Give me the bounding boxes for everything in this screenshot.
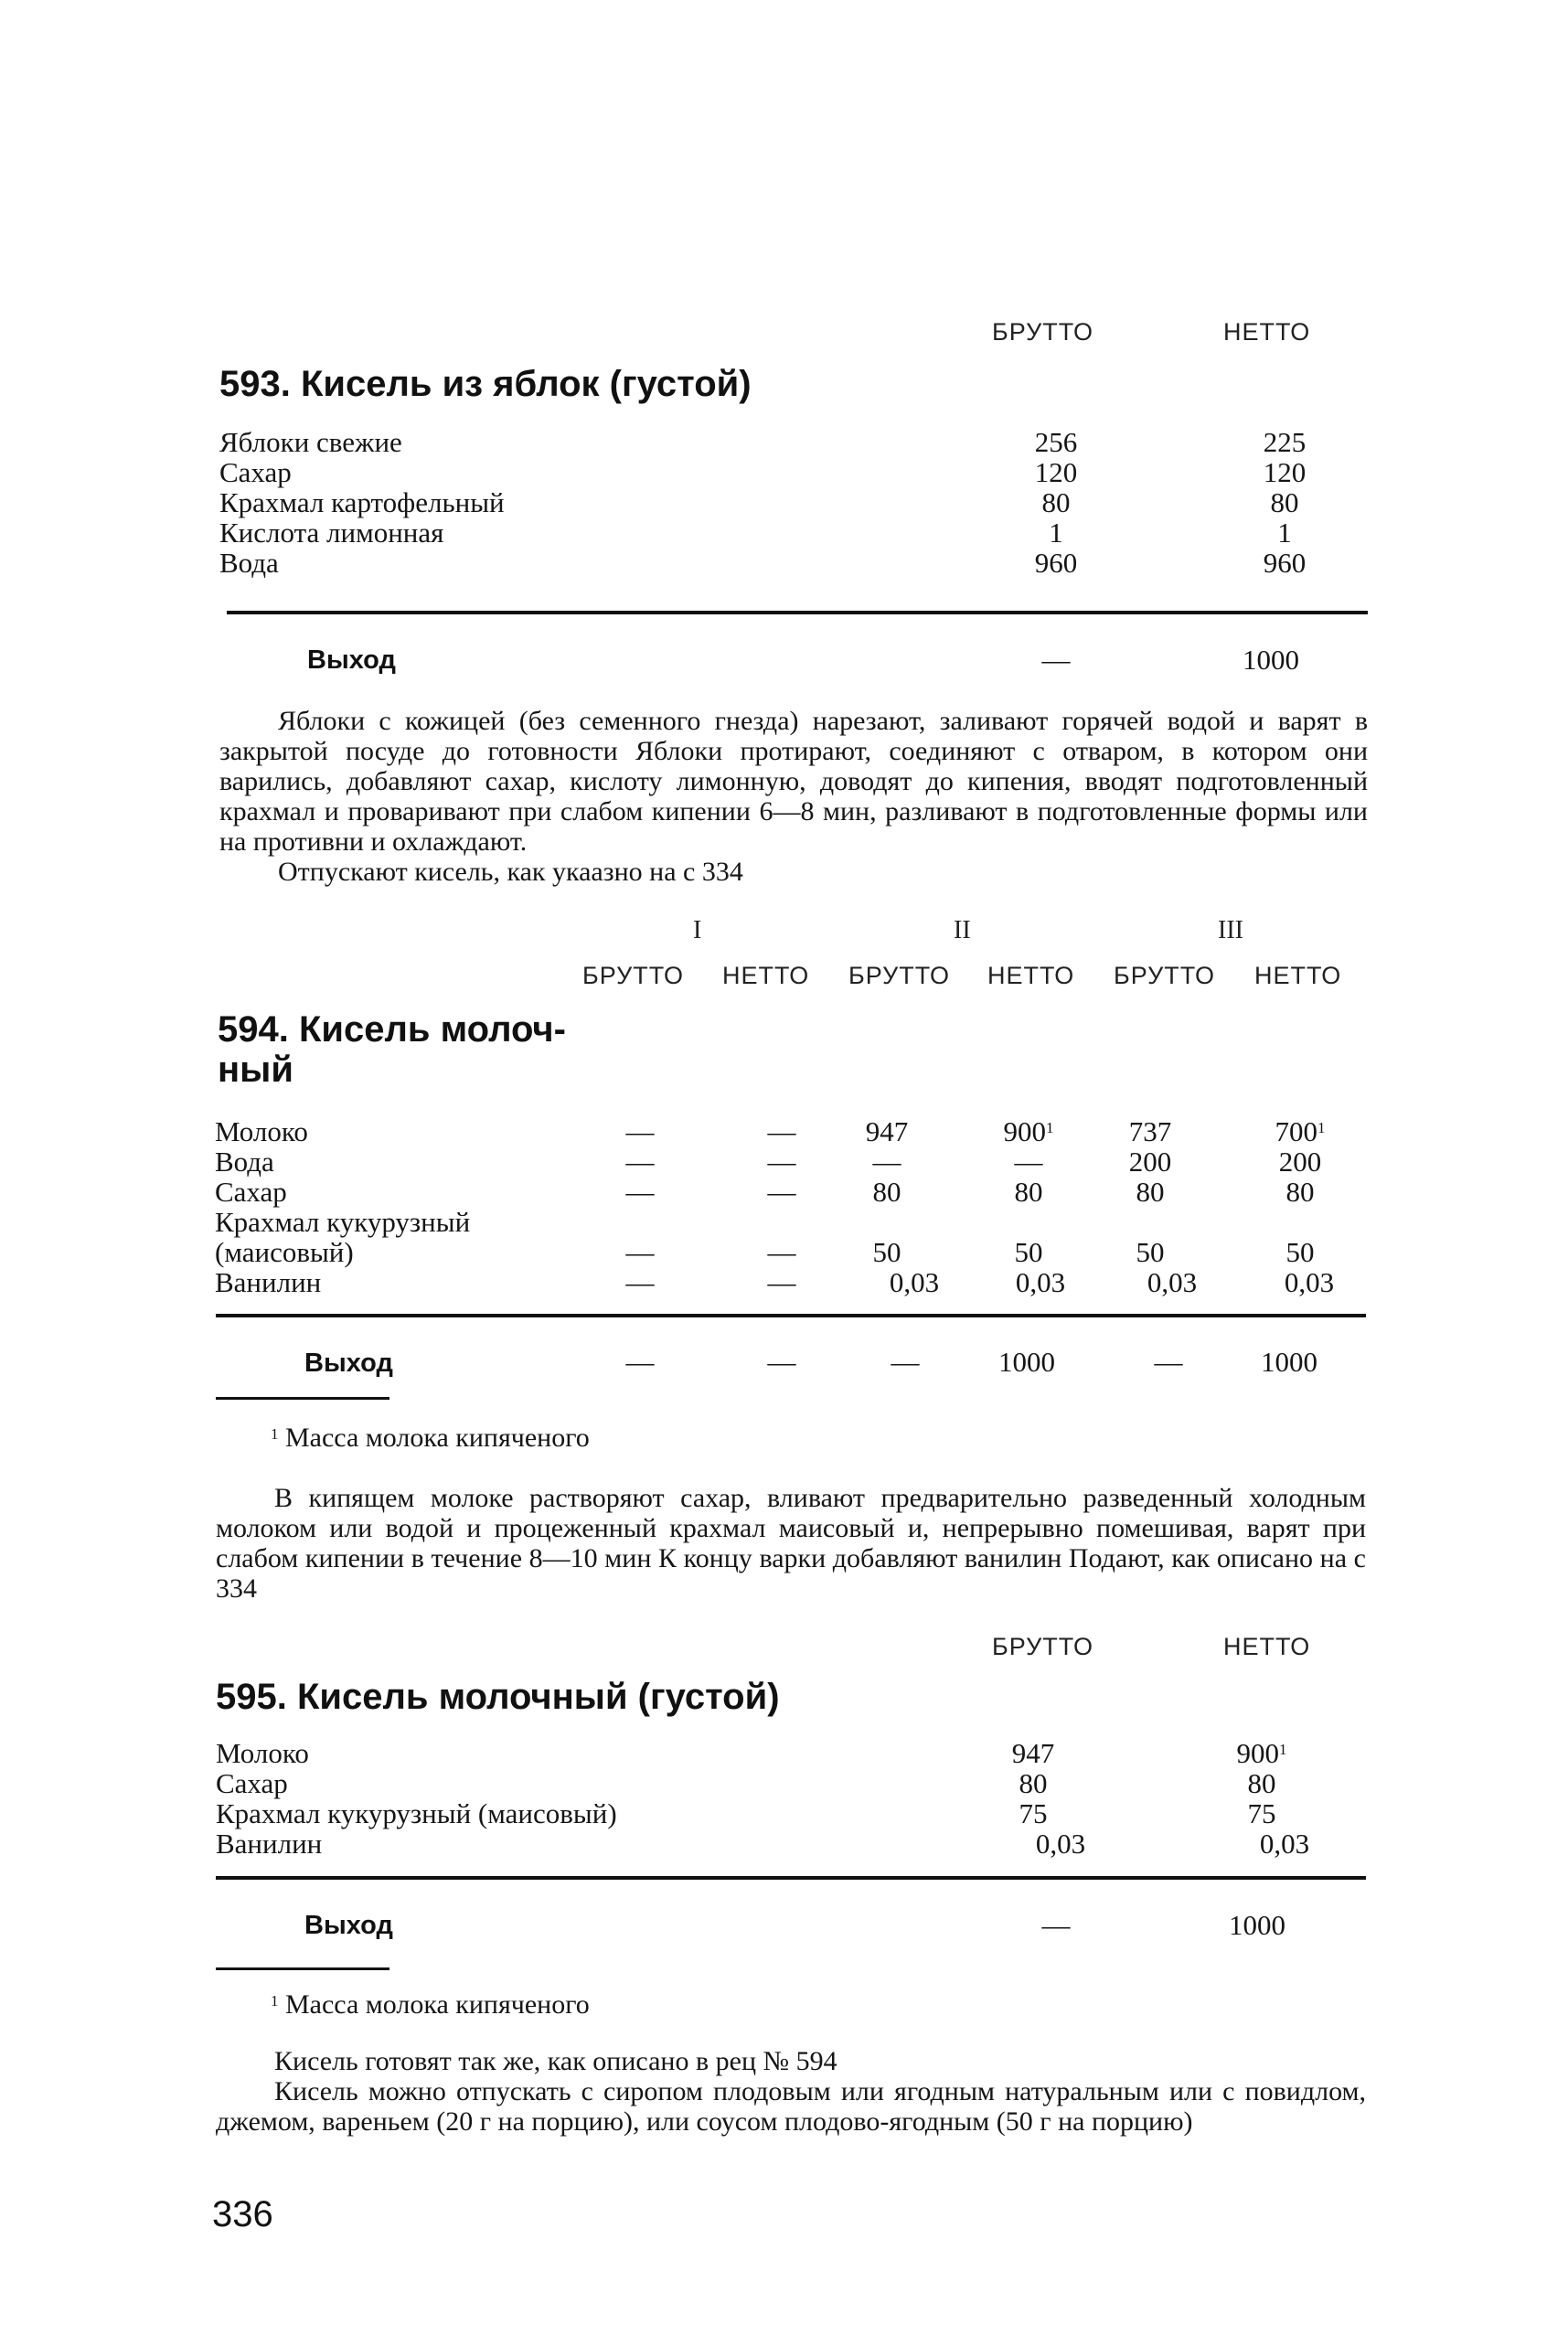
- footnote-marker: 1: [1317, 1119, 1326, 1136]
- footnote: [271, 1423, 590, 1454]
- yield-i-netto: —: [767, 1346, 796, 1378]
- value-i-brutto: —: [625, 1236, 655, 1268]
- value-iii-netto: 80: [1285, 1176, 1315, 1208]
- col-netto-header: НЕТТО: [1223, 1633, 1311, 1660]
- ingredient-name: Ванилин: [215, 1266, 322, 1298]
- yield-netto: 1000: [1243, 644, 1299, 676]
- footnote-text: Масса молока кипяченого: [285, 1989, 590, 2020]
- yield-iii-netto: 1000: [1261, 1346, 1317, 1378]
- ingredient-name: Молоко: [216, 1737, 309, 1769]
- footnote-marker: 1: [271, 1425, 279, 1443]
- ingredient-name: Вода: [219, 547, 279, 579]
- instructions-text: Яблоки с кожицей (без семенного гнезда) нарезают, заливают горячей водой и варят в закрытой посуде до готовности Яблоки протирают, соединяют с отваром, в котором они варились, добавляют сахар, кислоту лимонную, доводят до кипения, вводят подготовленный крахмал и проваривают при слабом кипении 6—8 мин, разливают в подготовленные формы или на противни и охлаждают.: [219, 706, 1368, 857]
- value-ii-netto: 50: [1014, 1236, 1043, 1268]
- brutto-value: 256: [1034, 426, 1078, 458]
- ingredient-name: Кислота лимонная: [219, 517, 444, 549]
- brutto-value: 0,03: [1035, 1828, 1086, 1860]
- ingredient-name: Вода: [215, 1146, 274, 1178]
- netto-value: $900^1$: [1236, 1737, 1287, 1769]
- yield-iii-brutto: —: [1154, 1346, 1183, 1378]
- footnote-text: Масса молока кипяченого: [285, 1423, 590, 1453]
- value-i-netto: —: [767, 1266, 796, 1298]
- value-iii-brutto: 200: [1128, 1146, 1172, 1178]
- value-ii-netto: $900^1$: [1003, 1115, 1054, 1147]
- netto-value: 120: [1263, 456, 1307, 488]
- value-ii-brutto: 947: [865, 1115, 909, 1147]
- brutto-value: 960: [1034, 547, 1078, 579]
- value-ii-brutto: 80: [872, 1176, 901, 1208]
- value-i-netto: —: [767, 1146, 796, 1178]
- page-number: 336: [212, 2194, 273, 2234]
- netto-value: 960: [1263, 547, 1307, 579]
- ingredient-row: [0, 1737, 1568, 1767]
- value-iii-netto: 200: [1278, 1146, 1322, 1178]
- value-iii-brutto: 80: [1136, 1176, 1165, 1208]
- col-brutto-header: БРУТТО: [992, 1633, 1094, 1660]
- ingredient-row: [0, 1236, 1568, 1266]
- ingredient-name: Крахмал кукурузный: [215, 1206, 471, 1238]
- recipe-title-line2: ный: [218, 1050, 293, 1090]
- netto-value: 225: [1263, 426, 1307, 458]
- ingredient-name: (маисовый): [215, 1236, 354, 1268]
- ingredient-name: Молоко: [215, 1115, 308, 1147]
- value-i-netto: —: [767, 1115, 796, 1147]
- value-ii-brutto: 50: [872, 1236, 901, 1268]
- value-i-netto: —: [767, 1236, 796, 1268]
- brutto-value: 75: [1019, 1797, 1048, 1829]
- value-i-netto: —: [767, 1176, 796, 1208]
- netto-value: 80: [1270, 486, 1299, 518]
- group-iii-header: III: [1218, 916, 1243, 944]
- netto-value: 0,03: [1259, 1828, 1310, 1860]
- ingredient-name: Ванилин: [216, 1828, 323, 1860]
- yield-brutto: —: [1041, 1909, 1071, 1941]
- ingredient-row: [0, 1146, 1568, 1176]
- col-netto-header: НЕТТО: [1223, 318, 1311, 346]
- col-netto-header: НЕТТО: [1254, 962, 1342, 989]
- value-iii-netto: $700^1$: [1275, 1115, 1326, 1147]
- value-iii-netto: 50: [1285, 1236, 1315, 1268]
- ingredient-row: [0, 1767, 1568, 1797]
- recipe-title: 595. Кисель молочный (густой): [216, 1677, 780, 1717]
- netto-value: 80: [1247, 1767, 1276, 1799]
- ingredient-row: [0, 456, 1568, 486]
- serving-note: Кисель можно отпускать с сиропом плодовым или ягодным натуральным или с повидлом, джемом, вареньем (20 г на порцию), или соусом плодово-ягодным (50 г на порцию): [216, 2076, 1366, 2137]
- footnote-marker: 1: [271, 1992, 279, 2010]
- yield-label: Выход: [304, 1911, 393, 1940]
- ingredient-name: Яблоки свежие: [219, 426, 402, 458]
- brutto-value: 947: [1011, 1737, 1055, 1769]
- ingredient-name: Сахар: [216, 1767, 288, 1799]
- netto-value: 75: [1247, 1797, 1276, 1829]
- ingredient-row: [0, 1206, 1568, 1236]
- value-i-brutto: —: [625, 1266, 655, 1298]
- instructions-text: Кисель готовят так же, как описано в рец № 594: [274, 2046, 837, 2076]
- brutto-value: 80: [1041, 486, 1071, 518]
- ingredient-row: [0, 1176, 1568, 1206]
- col-brutto-header: БРУТТО: [848, 962, 951, 989]
- col-brutto-header: БРУТТО: [582, 962, 685, 989]
- brutto-value: 1: [1049, 517, 1063, 549]
- value-i-brutto: —: [625, 1176, 655, 1208]
- yield-netto: 1000: [1229, 1909, 1285, 1941]
- col-netto-header: НЕТТО: [722, 962, 810, 989]
- ingredient-name: Крахмал картофельный: [219, 486, 505, 518]
- yield-brutto: —: [1041, 644, 1071, 676]
- ingredient-row: [0, 486, 1568, 517]
- value-iii-brutto: 50: [1136, 1236, 1165, 1268]
- netto-value: 1: [1277, 517, 1292, 549]
- footnote: [271, 1989, 590, 2020]
- value-iii-netto: 0,03: [1284, 1266, 1335, 1298]
- ingredient-row: [0, 1266, 1568, 1296]
- brutto-value: 120: [1034, 456, 1078, 488]
- brutto-value: 80: [1019, 1767, 1048, 1799]
- value-i-brutto: —: [625, 1115, 655, 1147]
- col-netto-header: НЕТТО: [987, 962, 1075, 989]
- group-i-header: I: [693, 916, 702, 944]
- ingredient-name: Сахар: [215, 1176, 287, 1208]
- yield-label: Выход: [307, 645, 396, 675]
- recipe-instructions: [216, 2046, 1366, 2137]
- footnote-marker: 1: [1279, 1741, 1287, 1758]
- yield-label: Выход: [304, 1349, 393, 1378]
- ingredient-name: Крахмал кукурузный (маисовый): [216, 1797, 617, 1829]
- value-ii-brutto: 0,03: [889, 1266, 940, 1298]
- footnote-rule: [216, 1397, 389, 1400]
- footnote-marker: 1: [1046, 1119, 1054, 1136]
- ingredient-row: [0, 426, 1568, 456]
- value-iii-brutto: 737: [1128, 1115, 1172, 1147]
- footnote-rule: [216, 1967, 389, 1970]
- recipe-title-line1: 594. Кисель молоч-: [218, 1009, 566, 1050]
- ingredient-row: [0, 1115, 1568, 1146]
- value-ii-netto: 80: [1014, 1176, 1043, 1208]
- recipe-instructions: [219, 706, 1368, 887]
- yield-ii-netto: 1000: [998, 1346, 1055, 1378]
- ingredient-row: [0, 1828, 1568, 1858]
- recipe-title: 593. Кисель из яблок (густой): [219, 364, 752, 404]
- ingredient-name: Сахар: [219, 456, 292, 488]
- yield-ii-brutto: —: [891, 1346, 920, 1378]
- table-rule: [216, 1876, 1366, 1880]
- value-i-brutto: —: [625, 1146, 655, 1178]
- ingredient-row: [0, 547, 1568, 577]
- value-ii-netto: —: [1014, 1146, 1043, 1178]
- serving-note: Отпускают кисель, как укаазно на с 334: [278, 857, 743, 887]
- col-brutto-header: БРУТТО: [992, 318, 1094, 346]
- value-ii-netto: 0,03: [1015, 1266, 1066, 1298]
- recipe-instructions: [216, 1483, 1366, 1604]
- yield-i-brutto: —: [625, 1346, 655, 1378]
- instructions-text: В кипящем молоке растворяют сахар, вливают предварительно разведенный холодным молоком или водой и процеженный крахмал маисовый и, непрерывно помешивая, варят при слабом кипении в течение 8—10 мин К концу варки добавляют ванилин Подают, как описано на с 334: [216, 1483, 1366, 1604]
- table-rule: [216, 1314, 1366, 1317]
- group-ii-header: II: [954, 916, 971, 944]
- table-rule: [227, 611, 1368, 614]
- ingredient-row: [0, 517, 1568, 547]
- value-iii-brutto: 0,03: [1147, 1266, 1198, 1298]
- col-brutto-header: БРУТТО: [1114, 962, 1216, 989]
- ingredient-row: [0, 1797, 1568, 1828]
- value-ii-brutto: —: [872, 1146, 901, 1178]
